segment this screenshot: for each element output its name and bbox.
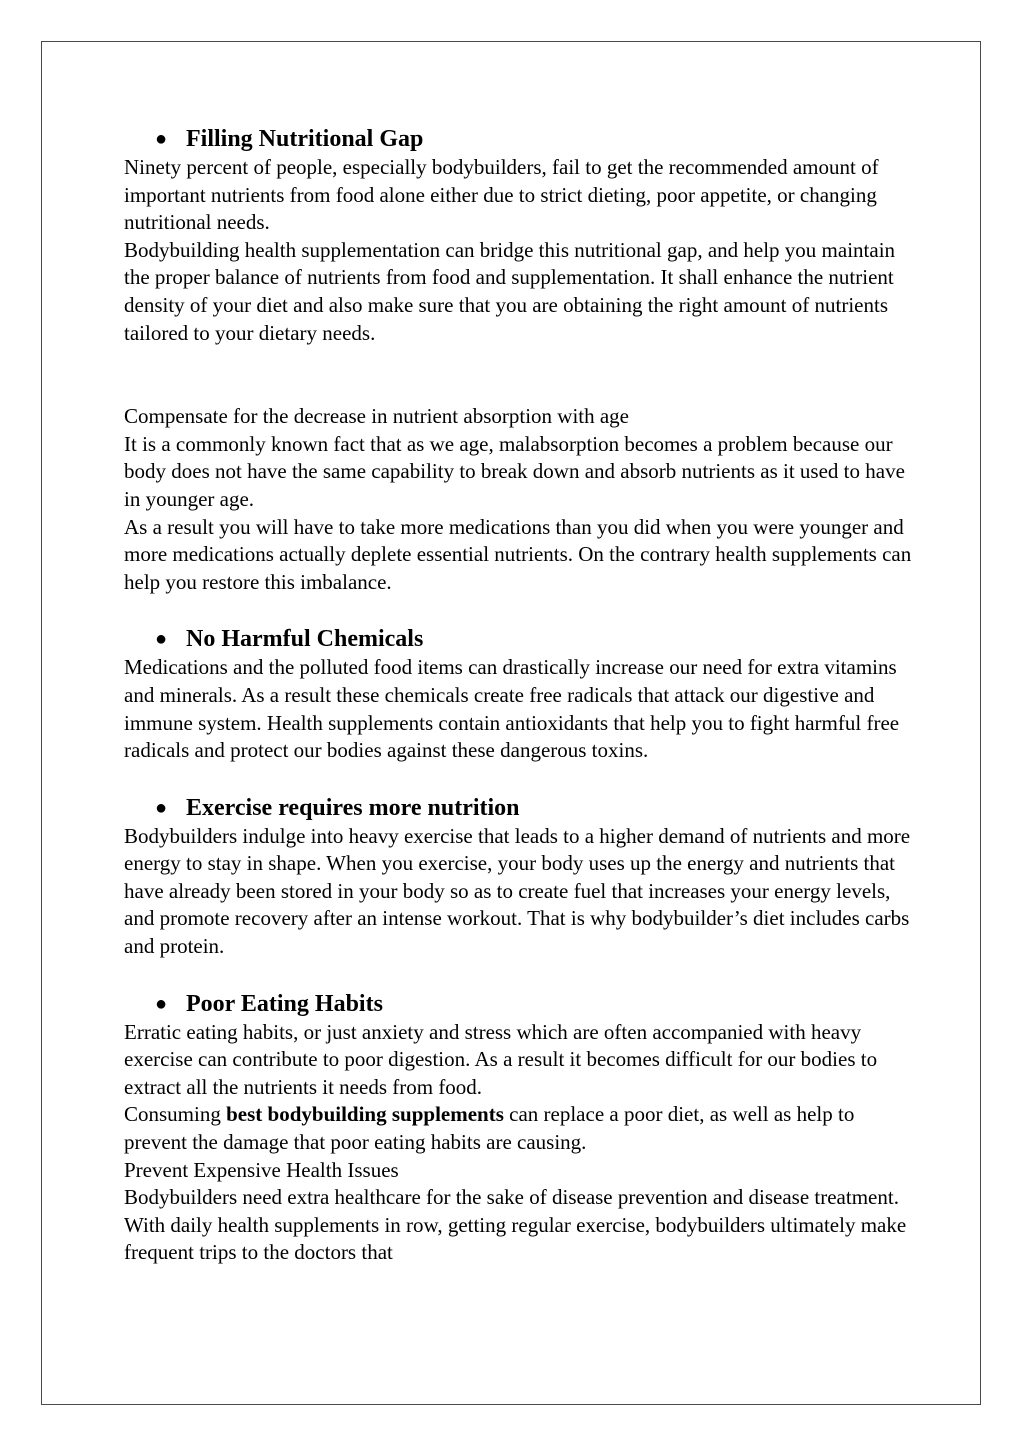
section-heading-poor-eating-habits xyxy=(124,989,914,1019)
spacer xyxy=(124,961,914,989)
paragraph: Bodybuilding health supplementation can bridge this nutritional gap, and help you maintain the proper balance of nutrients from food and supplementation. It shall enhance the nutrient density of your diet and also make sure that you are obtaining the right amount of nutrients tailored to your dietary needs. xyxy=(124,237,896,345)
text-run: Consuming xyxy=(124,1102,227,1127)
bullet-icon: ● xyxy=(155,992,168,1015)
paragraph: Medications and the polluted food items can drastically increase our need for extra vitamins and minerals. As a result these chemicals create free radicals that attack our digestive and immune system. Health supplements contain antioxidants that help you to fight harmful free radicals and protect our bodies against these dangerous toxins. xyxy=(124,655,900,763)
paragraph: As a result you will have to take more medications than you did when you were younger and more medications actually deplete essential nutrients. On the contrary health supplements can help you restore this imbalance. xyxy=(124,514,912,594)
document-body xyxy=(124,124,914,1267)
spacer xyxy=(124,347,914,403)
section-heading-no-harmful-chemicals xyxy=(124,624,914,654)
heading-text: Exercise requires more nutrition xyxy=(186,794,520,821)
paragraph: Bodybuilders need extra healthcare for the sake of disease prevention and disease treatment. With daily health supplements in row, getting regular exercise, bodybuilders ultimately make frequent trips to the doctors that xyxy=(124,1185,907,1265)
spacer xyxy=(124,765,914,793)
heading-text: No Harmful Chemicals xyxy=(186,626,424,653)
text-run: can replace a poor diet, as well as help to prevent the damage that poor eating habits are causing. xyxy=(124,1102,855,1155)
paragraph: It is a commonly known fact that as we age, malabsorption becomes a problem because our body does not have the same capability to break down and absorb nutrients as it used to have in younger age. xyxy=(124,431,905,511)
bullet-icon: ● xyxy=(155,628,168,651)
heading-text: Filling Nutritional Gap xyxy=(186,126,424,152)
bullet-icon: ● xyxy=(155,128,168,150)
spacer xyxy=(124,596,914,624)
subheading-nutrient-absorption: Compensate for the decrease in nutrient absorption with age xyxy=(124,404,630,429)
heading-text: Poor Eating Habits xyxy=(186,990,383,1017)
section-heading-filling-nutritional-gap xyxy=(124,124,914,154)
bold-supplements-phrase: best bodybuilding supplements xyxy=(226,1102,504,1127)
paragraph: Bodybuilders indulge into heavy exercise that leads to a higher demand of nutrients and more energy to stay in shape. When you exercise, your body uses up the energy and nutrients that have already been stored in your body so as to create fuel that increases your energy levels, and promote recovery after an intense workout. That is why bodybuilder’s diet includes carbs and protein. xyxy=(124,823,911,959)
paragraph: Erratic eating habits, or just anxiety and stress which are often accompanied with heavy exercise can contribute to poor digestion. As a result it becomes difficult for our bodies to extract all the nutrients it needs from food. xyxy=(124,1019,878,1099)
paragraph: Ninety percent of people, especially bodybuilders, fail to get the recommended amount of important nutrients from food alone either due to strict dieting, poor appetite, or changing nutritional needs. xyxy=(124,155,879,235)
paragraph-with-link xyxy=(124,1101,914,1156)
section-heading-exercise-requires-more-nutrition xyxy=(124,793,914,823)
subheading-prevent-expensive-health-issues: Prevent Expensive Health Issues xyxy=(124,1157,399,1182)
bullet-icon: ● xyxy=(155,796,168,819)
